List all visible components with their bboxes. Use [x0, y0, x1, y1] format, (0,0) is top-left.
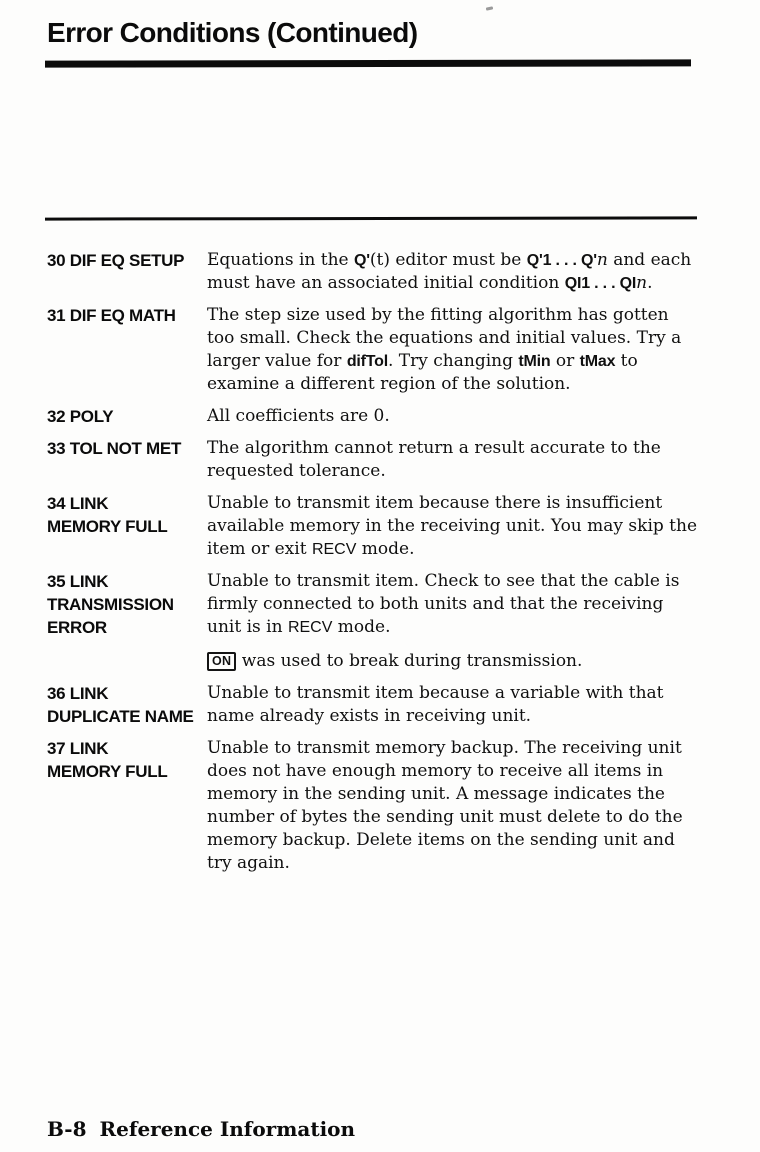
text-segment: . Try changing [387, 351, 519, 371]
error-row [47, 405, 707, 428]
text-segment: Q'1 . . . Q' [526, 252, 597, 269]
text-segment: Unable to transmit item. Check to see that the cable is firmly connected to both units and that the receiving unit is in [207, 571, 680, 637]
error-code [47, 682, 207, 728]
text-segment: RECV [311, 541, 357, 558]
on-key-icon: ON [207, 652, 236, 671]
error-code [47, 492, 207, 538]
text-segment: mode. [356, 539, 415, 559]
text-segment: and each must have an associated initial condition [207, 250, 692, 293]
footer-page-number: B-8 [47, 1117, 87, 1141]
text-segment: or [550, 351, 580, 371]
description-paragraph [207, 405, 699, 428]
error-description [207, 405, 699, 428]
error-conditions-table [47, 249, 707, 884]
text-segment: was used to break during transmission. [236, 651, 583, 671]
error-row [47, 492, 707, 561]
error-code-line: 32 POLY [47, 407, 114, 426]
error-description [207, 437, 699, 483]
error-description [207, 570, 699, 673]
error-row [47, 737, 707, 875]
error-row [47, 682, 707, 728]
text-segment: mode. [332, 617, 391, 637]
error-code-line: MEMORY FULL [47, 517, 168, 536]
error-code-line: TRANSMISSION [47, 595, 174, 614]
text-segment: tMax [579, 353, 616, 370]
error-row [47, 570, 707, 673]
text-segment: tMin [518, 353, 551, 370]
error-code-line: 37 LINK [47, 739, 109, 758]
text-segment: to examine a different region of the solution. [207, 351, 638, 394]
text-segment: QI1 . . . QI [564, 275, 637, 292]
error-code-line: DUPLICATE NAME [47, 707, 194, 726]
error-code-line: 31 DIF EQ MATH [47, 306, 176, 325]
description-paragraph [207, 437, 699, 483]
error-description [207, 682, 699, 728]
text-segment: RECV [287, 619, 333, 636]
description-paragraph [207, 682, 699, 728]
error-code-line: 30 DIF EQ SETUP [47, 251, 185, 270]
error-description [207, 492, 699, 561]
text-segment: Unable to transmit memory backup. The receiving unit does not have enough memory to receive all items in memory in the sending unit. A message indicates the number of bytes the sending unit must delete to do the memory backup. Delete items on the sending unit and try again. [207, 738, 683, 873]
error-row [47, 249, 707, 295]
error-row [47, 304, 707, 396]
error-code-line: 35 LINK [47, 572, 109, 591]
error-code-line: MEMORY FULL [47, 762, 168, 781]
error-code-line: 36 LINK [47, 684, 109, 703]
error-code [47, 437, 207, 460]
error-description [207, 304, 699, 396]
description-paragraph [207, 737, 699, 875]
text-segment: Q' [354, 252, 370, 269]
text-segment: All coefficients are 0. [207, 406, 390, 426]
page-footer [47, 1116, 355, 1142]
description-paragraph [207, 650, 699, 673]
error-code [47, 570, 207, 639]
error-description [207, 249, 699, 295]
text-segment: . [647, 273, 653, 293]
description-paragraph [207, 492, 699, 561]
text-segment: The algorithm cannot return a result accurate to the requested tolerance. [207, 438, 661, 481]
title-rule [45, 59, 691, 67]
table-top-rule [45, 216, 697, 220]
error-code [47, 249, 207, 272]
footer-section-label: Reference Information [99, 1117, 356, 1141]
error-description [207, 737, 699, 875]
page-title: Error Conditions (Continued) [47, 17, 418, 48]
error-code-line: 34 LINK [47, 494, 109, 513]
text-segment: Equations in the [207, 250, 354, 270]
error-code [47, 737, 207, 783]
text-segment: Unable to transmit item because a variable with that name already exists in receiving unit. [207, 683, 664, 726]
error-code [47, 405, 207, 428]
text-segment: The step size used by the fitting algorithm has gotten too small. Check the equations and initial values. Try a larger value for [207, 305, 682, 371]
description-paragraph [207, 570, 699, 639]
error-row [47, 437, 707, 483]
scan-artifact [486, 6, 493, 10]
error-code-line: 33 TOL NOT MET [47, 439, 182, 458]
description-paragraph [207, 249, 699, 295]
text-segment: difTol [346, 353, 388, 370]
description-paragraph [207, 304, 699, 396]
error-code-line: ERROR [47, 618, 107, 637]
text-segment: (t) editor must be [369, 250, 527, 270]
text-segment: Unable to transmit item because there is insufficient available memory in the receiving unit. You may skip the item or exit [207, 493, 698, 559]
error-code [47, 304, 207, 327]
text-segment: n [636, 273, 648, 293]
text-segment: n [596, 250, 608, 270]
